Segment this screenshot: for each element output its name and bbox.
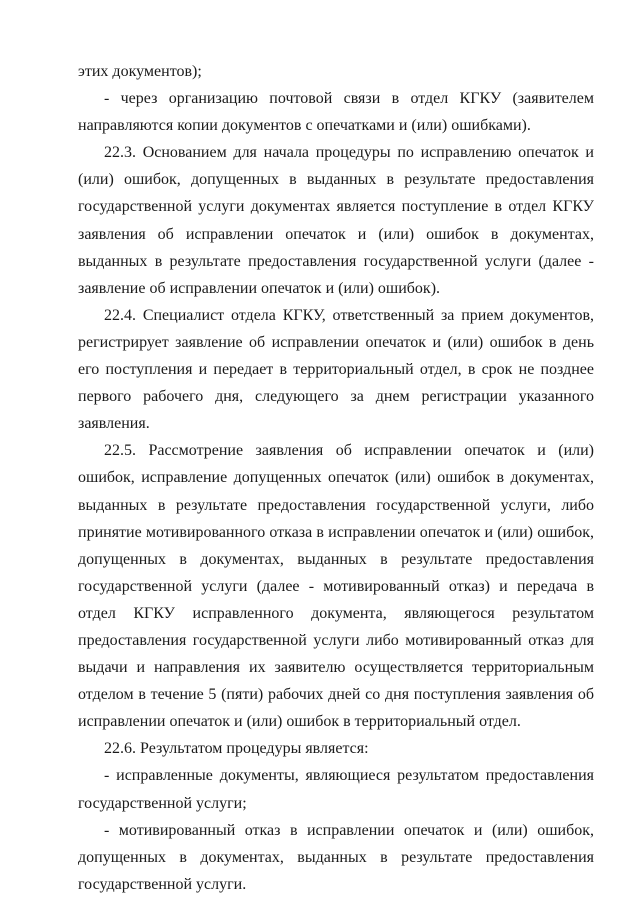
paragraph-22-6: 22.6. Результатом процедуры является: (104, 740, 369, 758)
paragraph-22-3: 22.3. Основанием для начала процедуры по исправлению опечаток и (или) ошибок, допущенных в выданных в результате предоставления государственной услуги документах является поступление в отдел КГКУ заявления об исправлении опечаток и (или) ошибок в документах, выданных в результате предоставления государственной услуги (далее - заявление об исправлении опечаток и (или) ошибок). (78, 144, 594, 297)
paragraph-22-4: 22.4. Специалист отдела КГКУ, ответственный за прием документов, регистрирует заявление об исправлении опечаток и (или) ошибок в день его поступления и передает в территориальный отдел, в срок не позднее первого рабочего дня, следующего за днем регистрации указанного заявления. (78, 306, 594, 433)
paragraph-postal-delivery: - через организацию почтовой связи в отдел КГКУ (заявителем направляются копии документов с опечатками и (или) ошибками). (78, 90, 594, 135)
paragraph-result-corrected-docs: - исправленные документы, являющиеся результатом предоставления государственной услуги; (78, 767, 594, 812)
paragraph-22-5: 22.5. Рассмотрение заявления об исправлении опечаток и (или) ошибок, исправление допущенных опечаток (или) ошибок в документах, выданных в результате предоставления государственной услуги, либо принятие мотивированного отказа в исправлении опечаток и (или) ошибок, допущенных в документах, выданных в результате предоставления государственной услуги (далее - мотивированный отказ) и передача в отдел КГКУ исправленного документа, являющегося результатом предоставления государственной услуги либо мотивированный отказ для выдачи и направления их заявителю осуществляется территориальным отделом в течение 5 (пяти) рабочих дней со дня поступления заявления об исправлении опечаток и (или) ошибок в территориальный отдел. (78, 442, 594, 731)
document-body (78, 58, 594, 898)
paragraph-result-refusal: - мотивированный отказ в исправлении опечаток и (или) ошибок, допущенных в документах, выданных в результате предоставления государственной услуги. (78, 821, 594, 893)
paragraph-continuation: этих документов); (78, 63, 202, 80)
